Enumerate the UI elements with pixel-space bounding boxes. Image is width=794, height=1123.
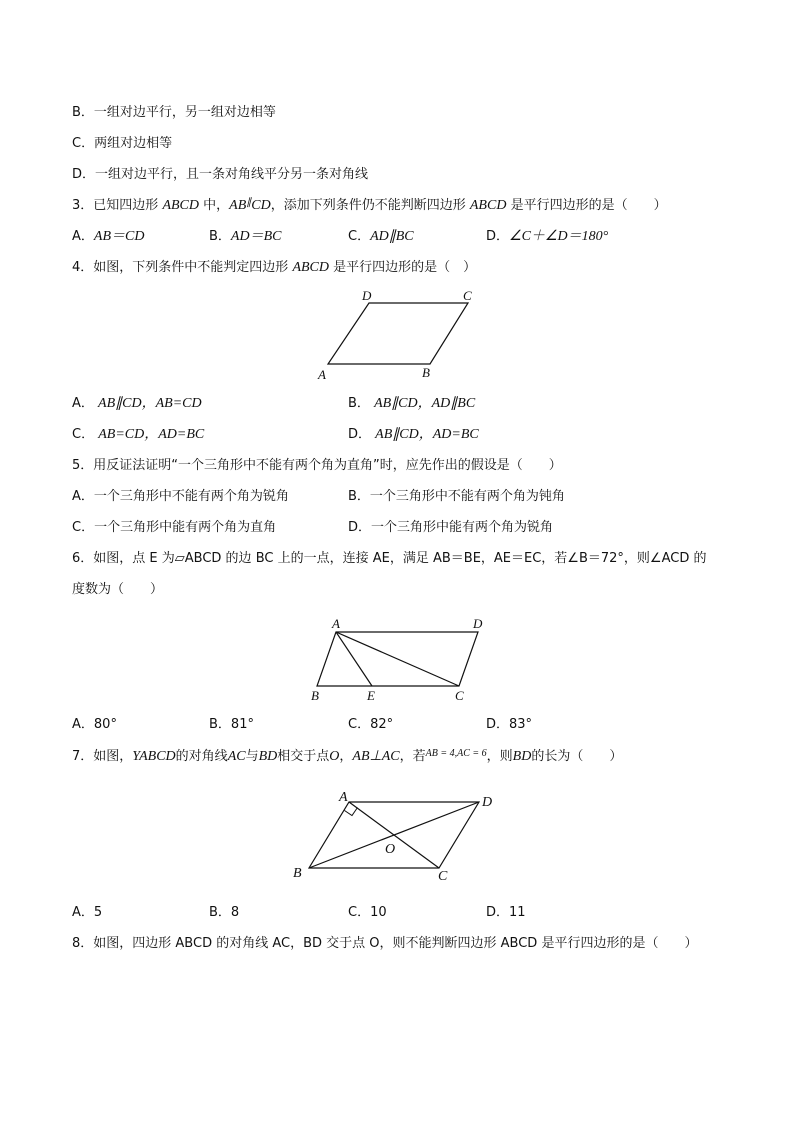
q3-parallel-mark: ∥ [246, 197, 252, 208]
q7-right-angle-mark [345, 808, 358, 816]
q4-option-a: A． AB∥CD，AB=CD [72, 396, 202, 411]
q7-label-b: B [293, 866, 302, 881]
q7-stem-text-6: ，若 [399, 749, 426, 764]
q4-stem-text-2: 是平行四边形的是（ ） [333, 260, 477, 275]
q7-given-values: AB = 4,AC = 6 [425, 748, 487, 759]
q3-abcd-2: ABCD [469, 198, 507, 213]
q7-bd-2: BD [512, 749, 532, 764]
q7-stem-text-2: 的对角线 [175, 749, 228, 764]
q4-option-d: D． AB∥CD，AD=BC [348, 427, 479, 442]
q6-option-a: A．80° [72, 717, 117, 732]
q7-stem-text-5: ， [339, 749, 353, 764]
q8-stem-text: 如图，四边形 ABCD 的对角线 AC，BD 交于点 O，则不能判断四边形 ABCD 是平行四边形的是（ ） [93, 936, 698, 951]
q6-label-e: E [367, 688, 375, 703]
q3-cd: CD [251, 198, 271, 213]
q5-option-c: C．一个三角形中能有两个角为直角 [72, 520, 277, 535]
q4-stem-text-1: 如图，下列条件中不能判定四边形 [93, 260, 289, 275]
q4-label-a: A [318, 367, 326, 382]
q6-label-a: A [332, 616, 340, 631]
q7-o: O [329, 749, 340, 764]
q3-stem-text-1: 已知四边形 [93, 198, 159, 213]
q6-stem-line2: 度数为（ ） [72, 582, 164, 597]
q3-stem-text-3: ，添加下列条件仍不能判断四边形 [270, 198, 466, 213]
q7-stem-text-7: ，则 [486, 749, 513, 764]
q3-ab: AB [229, 198, 247, 213]
q3-option-c: C．AD∥BC [348, 229, 414, 244]
prev-option-c: C．两组对边相等 [72, 136, 173, 151]
q7-stem-text-8: 的长为（ ） [531, 749, 623, 764]
q3-abcd: ABCD [162, 198, 199, 213]
q4-option-b: B． AB∥CD，AD∥BC [348, 396, 476, 411]
q3-option-a: A．AB＝CD [72, 229, 145, 244]
q6-label-c: C [455, 688, 464, 703]
prev-option-d: D．一组对边平行，且一条对角线平分另一条对角线 [72, 167, 369, 182]
q6-stem-text-1: 如图，点 E 为▱ABCD 的边 BC 上的一点，连接 AE，满足 AB＝BE，AE＝EC，若∠B＝72°，则∠ACD 的 [93, 551, 707, 566]
q4-abcd: ABCD [292, 260, 329, 275]
q7-bd: BD [258, 749, 278, 764]
q5-option-d: D．一个三角形中能有两个角为锐角 [348, 520, 554, 535]
q7-label-a: A [339, 790, 348, 805]
q7-label-o: O [385, 842, 396, 857]
q5-option-b: B．一个三角形中不能有两个角为钝角 [348, 489, 565, 504]
q6-option-c: C．82° [348, 717, 394, 732]
q7-option-b: B．8 [209, 905, 240, 920]
q3-option-b: B．AD＝BC [209, 229, 282, 244]
q6-label-d: D [473, 616, 483, 631]
q3-stem-text-4: 是平行四边形的是（ ） [510, 198, 667, 213]
q5-stem-text: 用反证法证明“一个三角形中不能有两个角为直角”时，应先作出的假设是（ ） [93, 458, 562, 473]
q7-label-c: C [438, 869, 448, 884]
q7-diagonal-bd [309, 802, 479, 868]
q7-ac: AC [227, 749, 246, 764]
q3-number: 3． [72, 198, 94, 213]
q6-label-b: B [311, 688, 319, 703]
q7-stem-text-3: 与 [245, 749, 259, 764]
q8-stem [72, 935, 697, 953]
q7-stem-text-1: 如图， [93, 749, 133, 764]
q4-number: 4． [72, 260, 94, 275]
q3-option-d: D．∠C＋∠D＝180° [486, 229, 609, 244]
q7-option-c: C．10 [348, 905, 387, 920]
q5-number: 5． [72, 458, 94, 473]
q7-option-a: A．5 [72, 905, 103, 920]
q7-label-d: D [482, 795, 493, 810]
prev-option-b: B．一组对边平行，另一组对边相等 [72, 105, 276, 120]
q4-label-d: D [362, 288, 372, 303]
q6-number: 6． [72, 551, 94, 566]
q6-option-d: D．83° [486, 717, 533, 732]
q7-number: 7． [72, 749, 94, 764]
q8-number: 8． [72, 936, 94, 951]
q5-option-a: A．一个三角形中不能有两个角为锐角 [72, 489, 289, 504]
q7-parallelogram-abcd: YABCD [132, 749, 176, 764]
q4-option-c: C． AB=CD，AD=BC [72, 427, 205, 442]
q4-label-b: B [422, 365, 430, 380]
q4-label-c: C [463, 288, 472, 303]
q7-option-d: D．11 [486, 905, 526, 920]
q3-stem-text-2: 中， [203, 198, 230, 213]
q7-stem-text-4: 相交于点 [277, 749, 330, 764]
q7-ab-perp-ac: AB⊥AC [352, 749, 400, 764]
q6-option-b: B．81° [209, 717, 254, 732]
